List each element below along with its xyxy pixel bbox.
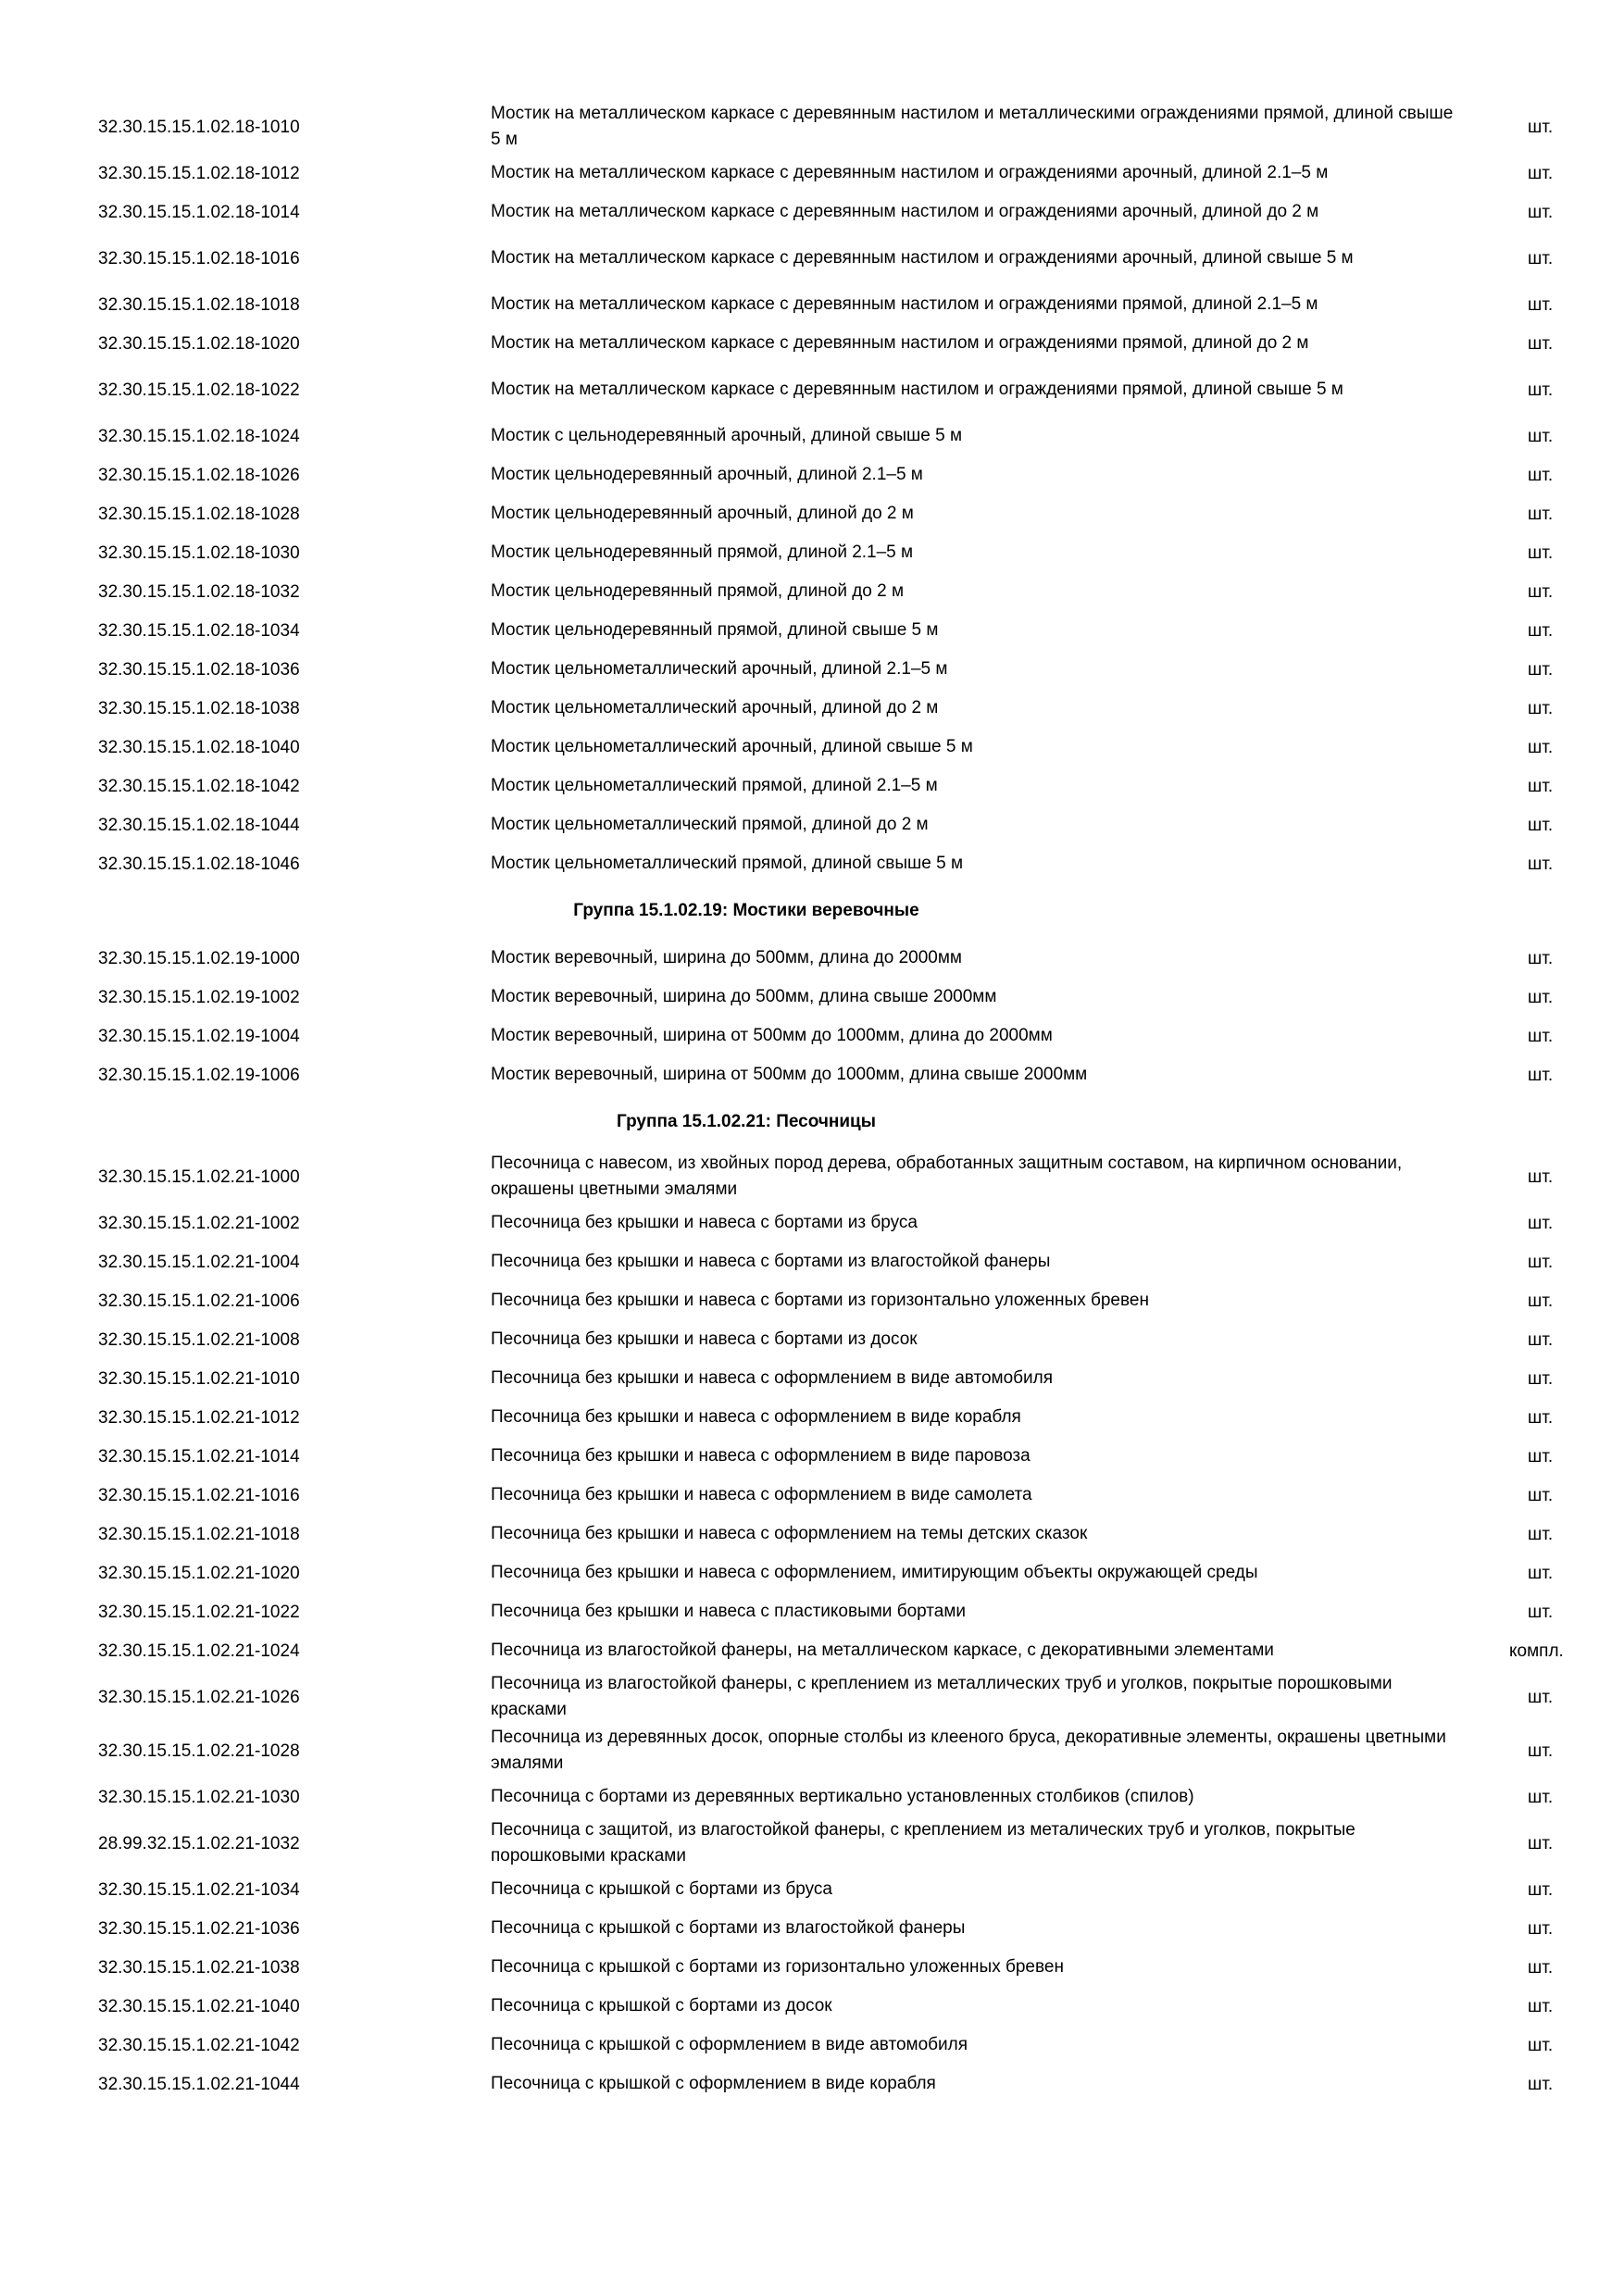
- item-code: 32.30.15.15.1.02.21-1022: [98, 1602, 300, 1622]
- item-code: 32.30.15.15.1.02.21-1010: [98, 1368, 300, 1389]
- item-unit: шт.: [1528, 1687, 1554, 1707]
- table-row: [98, 1437, 1598, 1476]
- table-row: [98, 533, 1598, 572]
- item-unit: шт.: [1528, 1996, 1554, 2016]
- item-unit: шт.: [1528, 1741, 1554, 1761]
- item-name: Песочница без крышки и навеса с оформлением в виде паровоза: [491, 1446, 1031, 1466]
- item-code: 32.30.15.15.1.02.19-1000: [98, 948, 300, 968]
- table-row: [98, 193, 1598, 231]
- item-name: Песочница без крышки и навеса с бортами из влагостойкой фанеры: [491, 1252, 1051, 1271]
- item-unit: шт.: [1528, 987, 1554, 1007]
- table-row: [98, 1281, 1598, 1320]
- item-code: 32.30.15.15.1.02.21-1038: [98, 1957, 300, 1978]
- item-name: Песочница без крышки и навеса с бортами из горизонтально уложенных бревен: [491, 1291, 1149, 1310]
- item-name: Песочница с крышкой с бортами из влагостойкой фанеры: [491, 1918, 966, 1938]
- item-code: 28.99.32.15.1.02.21-1032: [98, 1833, 300, 1853]
- item-code: 32.30.15.15.1.02.21-1028: [98, 1741, 300, 1761]
- table-row: [98, 1476, 1598, 1515]
- table-row: [98, 1398, 1598, 1437]
- item-unit: шт.: [1528, 1026, 1554, 1046]
- item-unit: шт.: [1528, 1524, 1554, 1544]
- item-unit: шт.: [1528, 1485, 1554, 1505]
- item-code: 32.30.15.15.1.02.21-1006: [98, 1291, 300, 1311]
- table-row: [98, 939, 1598, 978]
- item-code: 32.30.15.15.1.02.21-1008: [98, 1329, 300, 1350]
- item-unit: шт.: [1528, 426, 1554, 446]
- section-18-rows: [98, 100, 1598, 883]
- table-row: [98, 231, 1598, 285]
- item-name: Мостик цельнодеревянный прямой, длиной свыше 5 м: [491, 620, 939, 640]
- item-code: 32.30.15.15.1.02.18-1044: [98, 815, 300, 835]
- table-row: [98, 494, 1598, 533]
- item-name: Песочница из деревянных досок, опорные столбы из клееного бруса, декоративные элементы, окрашены цветными эмалями: [491, 1728, 1446, 1773]
- table-row: [98, 1909, 1598, 1948]
- item-code: 32.30.15.15.1.02.18-1032: [98, 581, 300, 602]
- item-name: Мостик цельнометаллический прямой, длиной до 2 м: [491, 815, 929, 834]
- item-code: 32.30.15.15.1.02.21-1040: [98, 1996, 300, 2016]
- item-code: 32.30.15.15.1.02.21-1044: [98, 2074, 300, 2094]
- item-code: 32.30.15.15.1.02.21-1036: [98, 1918, 300, 1939]
- table-row: [98, 1816, 1598, 1870]
- item-unit: шт.: [1528, 948, 1554, 968]
- item-unit: шт.: [1528, 163, 1554, 183]
- item-unit: шт.: [1528, 1213, 1554, 1233]
- item-code: 32.30.15.15.1.02.18-1012: [98, 163, 300, 183]
- item-code: 32.30.15.15.1.02.18-1030: [98, 543, 300, 563]
- table-row: [98, 650, 1598, 689]
- table-row: [98, 324, 1598, 363]
- item-code: 32.30.15.15.1.02.21-1042: [98, 2035, 300, 2055]
- item-code: 32.30.15.15.1.02.18-1014: [98, 202, 300, 222]
- item-unit: шт.: [1528, 465, 1554, 485]
- item-name: Мостик на металлическом каркасе с деревянным настилом и металлическими ограждениями прямой, длиной свыше 5 м: [491, 104, 1454, 149]
- item-unit: шт.: [1528, 737, 1554, 757]
- item-name: Мостик на металлическом каркасе с деревянным настилом и ограждениями прямой, длиной свыше 5 м: [491, 380, 1343, 399]
- item-unit: шт.: [1528, 333, 1554, 354]
- table-row: [98, 978, 1598, 1017]
- table-row: [98, 1017, 1598, 1055]
- item-unit: шт.: [1528, 1918, 1554, 1939]
- item-name: Песочница с крышкой с бортами из горизонтально уложенных бревен: [491, 1957, 1064, 1977]
- table-row: [98, 1724, 1598, 1778]
- item-name: Мостик на металлическом каркасе с деревянным настилом и ограждениями арочный, длиной свыше 5 м: [491, 248, 1354, 268]
- item-unit: шт.: [1528, 248, 1554, 268]
- item-code: 32.30.15.15.1.02.18-1010: [98, 117, 300, 137]
- item-name: Песочница с бортами из деревянных вертикально установленных столбиков (спилов): [491, 1787, 1194, 1806]
- item-code: 32.30.15.15.1.02.21-1004: [98, 1252, 300, 1272]
- item-code: 32.30.15.15.1.02.19-1006: [98, 1065, 300, 1085]
- item-code: 32.30.15.15.1.02.21-1018: [98, 1524, 300, 1544]
- item-unit: шт.: [1528, 1602, 1554, 1622]
- table-row: [98, 1055, 1598, 1094]
- item-name: Мостик цельнометаллический арочный, длиной 2.1–5 м: [491, 659, 948, 679]
- item-name: Мостик с цельнодеревянный арочный, длиной свыше 5 м: [491, 426, 963, 445]
- item-code: 32.30.15.15.1.02.19-1004: [98, 1026, 300, 1046]
- item-code: 32.30.15.15.1.02.18-1028: [98, 504, 300, 524]
- price-table: [98, 100, 1598, 2103]
- table-row: [98, 805, 1598, 844]
- group-heading-21: Группа 15.1.02.21: Песочницы: [617, 1112, 876, 1131]
- item-unit: шт.: [1528, 1407, 1554, 1428]
- item-unit: шт.: [1528, 659, 1554, 680]
- item-name: Песочница без крышки и навеса с оформлением, имитирующим объекты окружающей среды: [491, 1563, 1258, 1582]
- table-row: [98, 728, 1598, 767]
- item-code: 32.30.15.15.1.02.18-1026: [98, 465, 300, 485]
- item-name: Песочница из влагостойкой фанеры, с креплением из металлических труб и уголков, покрытые порошковыми красками: [491, 1674, 1393, 1719]
- item-name: Мостик цельнодеревянный прямой, длиной 2.1–5 м: [491, 543, 914, 562]
- table-row: [98, 1242, 1598, 1281]
- item-code: 32.30.15.15.1.02.18-1016: [98, 248, 300, 268]
- item-unit: шт.: [1528, 2074, 1554, 2094]
- item-name: Мостик цельнометаллический арочный, длиной свыше 5 м: [491, 737, 973, 756]
- item-name: Песочница с крышкой с оформлением в виде автомобиля: [491, 2035, 968, 2054]
- table-row: [98, 455, 1598, 494]
- item-code: 32.30.15.15.1.02.21-1000: [98, 1167, 300, 1187]
- table-row: [98, 417, 1598, 455]
- item-unit: шт.: [1528, 1252, 1554, 1272]
- item-name: Мостик цельнодеревянный арочный, длиной 2.1–5 м: [491, 465, 923, 484]
- item-name: Мостик веревочный, ширина от 500мм до 1000мм, длина до 2000мм: [491, 1026, 1053, 1045]
- item-unit: шт.: [1528, 202, 1554, 222]
- item-unit: шт.: [1528, 1065, 1554, 1085]
- table-row: [98, 611, 1598, 650]
- item-code: 32.30.15.15.1.02.21-1024: [98, 1641, 300, 1661]
- item-code: 32.30.15.15.1.02.18-1038: [98, 698, 300, 718]
- item-unit: компл.: [1509, 1641, 1564, 1661]
- table-row: [98, 844, 1598, 883]
- item-unit: шт.: [1528, 620, 1554, 641]
- table-row: [98, 1948, 1598, 1987]
- item-code: 32.30.15.15.1.02.21-1030: [98, 1787, 300, 1807]
- item-name: Мостик веревочный, ширина до 500мм, длина до 2000мм: [491, 948, 962, 967]
- table-row: [98, 100, 1598, 154]
- item-code: 32.30.15.15.1.02.18-1024: [98, 426, 300, 446]
- table-row: [98, 1515, 1598, 1554]
- table-row: [98, 572, 1598, 611]
- item-name: Песочница без крышки и навеса с бортами из досок: [491, 1329, 918, 1349]
- item-code: 32.30.15.15.1.02.21-1012: [98, 1407, 300, 1428]
- item-name: Песочница с крышкой с бортами из досок: [491, 1996, 832, 2015]
- item-code: 32.30.15.15.1.02.21-1014: [98, 1446, 300, 1466]
- item-name: Песочница без крышки и навеса с оформлением в виде автомобиля: [491, 1368, 1054, 1388]
- item-name: Песочница без крышки и навеса с пластиковыми бортами: [491, 1602, 967, 1621]
- item-unit: шт.: [1528, 1291, 1554, 1311]
- item-unit: шт.: [1528, 776, 1554, 796]
- item-unit: шт.: [1528, 1879, 1554, 1900]
- item-unit: шт.: [1528, 1368, 1554, 1389]
- table-row: [98, 1592, 1598, 1631]
- table-row: [98, 1670, 1598, 1724]
- table-row: [98, 767, 1598, 805]
- item-unit: шт.: [1528, 1329, 1554, 1350]
- item-unit: шт.: [1528, 504, 1554, 524]
- item-code: 32.30.15.15.1.02.21-1016: [98, 1485, 300, 1505]
- item-unit: шт.: [1528, 1833, 1554, 1853]
- item-name: Мостик на металлическом каркасе с деревянным настилом и ограждениями прямой, длиной до 2 м: [491, 333, 1309, 353]
- item-code: 32.30.15.15.1.02.18-1036: [98, 659, 300, 680]
- item-unit: шт.: [1528, 294, 1554, 315]
- item-unit: шт.: [1528, 815, 1554, 835]
- section-21-rows: [98, 1150, 1598, 2103]
- item-name: Мостик цельнометаллический арочный, длиной до 2 м: [491, 698, 939, 718]
- item-code: 32.30.15.15.1.02.21-1002: [98, 1213, 300, 1233]
- item-code: 32.30.15.15.1.02.18-1034: [98, 620, 300, 641]
- item-unit: шт.: [1528, 2035, 1554, 2055]
- item-unit: шт.: [1528, 1167, 1554, 1187]
- group-heading-19: Группа 15.1.02.19: Мостики веревочные: [573, 901, 919, 920]
- table-row: [98, 689, 1598, 728]
- table-row: [98, 285, 1598, 324]
- item-unit: шт.: [1528, 1787, 1554, 1807]
- item-unit: шт.: [1528, 380, 1554, 400]
- item-code: 32.30.15.15.1.02.18-1042: [98, 776, 300, 796]
- item-name: Песочница с навесом, из хвойных пород дерева, обработанных защитным составом, на кирпичном основании, окрашены цветными эмалями: [491, 1154, 1403, 1199]
- table-row: [98, 1359, 1598, 1398]
- table-row: [98, 363, 1598, 417]
- item-code: 32.30.15.15.1.02.21-1026: [98, 1687, 300, 1707]
- item-name: Мостик на металлическом каркасе с деревянным настилом и ограждениями прямой, длиной 2.1–5 м: [491, 294, 1318, 314]
- item-code: 32.30.15.15.1.02.18-1022: [98, 380, 300, 400]
- item-name: Мостик на металлическом каркасе с деревянным настилом и ограждениями арочный, длиной 2.1–5 м: [491, 163, 1329, 182]
- item-code: 32.30.15.15.1.02.19-1002: [98, 987, 300, 1007]
- table-row: [98, 1870, 1598, 1909]
- item-unit: шт.: [1528, 698, 1554, 718]
- section-19-rows: [98, 939, 1598, 1094]
- item-unit: шт.: [1528, 854, 1554, 874]
- item-code: 32.30.15.15.1.02.21-1020: [98, 1563, 300, 1583]
- item-unit: шт.: [1528, 543, 1554, 563]
- item-name: Песочница из влагостойкой фанеры, на металлическом каркасе, с декоративными элементами: [491, 1641, 1274, 1660]
- table-row: [98, 1554, 1598, 1592]
- table-row: [98, 2026, 1598, 2065]
- table-row: [98, 2065, 1598, 2103]
- item-name: Песочница с крышкой с бортами из бруса: [491, 1879, 832, 1899]
- item-name: Мостик цельнодеревянный арочный, длиной до 2 м: [491, 504, 914, 523]
- item-unit: шт.: [1528, 117, 1554, 137]
- table-row: [98, 1204, 1598, 1242]
- table-row: [98, 1778, 1598, 1816]
- item-name: Мостик цельнодеревянный прямой, длиной до 2 м: [491, 581, 905, 601]
- item-name: Песочница без крышки и навеса с оформлением в виде самолета: [491, 1485, 1032, 1504]
- item-name: Мостик цельнометаллический прямой, длиной 2.1–5 м: [491, 776, 938, 795]
- item-name: Мостик на металлическом каркасе с деревянным настилом и ограждениями арочный, длиной до 2 м: [491, 202, 1319, 221]
- item-code: 32.30.15.15.1.02.18-1020: [98, 333, 300, 354]
- item-code: 32.30.15.15.1.02.18-1018: [98, 294, 300, 315]
- item-name: Песочница без крышки и навеса с бортами из бруса: [491, 1213, 918, 1232]
- item-code: 32.30.15.15.1.02.21-1034: [98, 1879, 300, 1900]
- item-unit: шт.: [1528, 1957, 1554, 1978]
- item-name: Песочница без крышки и навеса с оформлением в виде корабля: [491, 1407, 1021, 1427]
- table-row: [98, 1320, 1598, 1359]
- table-row: [98, 1631, 1598, 1670]
- table-row: [98, 1987, 1598, 2026]
- table-row: [98, 154, 1598, 193]
- table-row: [98, 1150, 1598, 1204]
- item-name: Мостик веревочный, ширина до 500мм, длина свыше 2000мм: [491, 987, 997, 1006]
- item-name: Песочница с защитой, из влагостойкой фанеры, с креплением из металических труб и уголков, покрытые порошковыми красками: [491, 1820, 1355, 1866]
- item-name: Песочница без крышки и навеса с оформлением на темы детских сказок: [491, 1524, 1088, 1543]
- item-name: Песочница с крышкой с оформлением в виде корабля: [491, 2074, 936, 2093]
- item-name: Мостик цельнометаллический прямой, длиной свыше 5 м: [491, 854, 964, 873]
- item-unit: шт.: [1528, 1446, 1554, 1466]
- item-name: Мостик веревочный, ширина от 500мм до 1000мм, длина свыше 2000мм: [491, 1065, 1088, 1084]
- item-code: 32.30.15.15.1.02.18-1040: [98, 737, 300, 757]
- item-unit: шт.: [1528, 1563, 1554, 1583]
- item-unit: шт.: [1528, 581, 1554, 602]
- item-code: 32.30.15.15.1.02.18-1046: [98, 854, 300, 874]
